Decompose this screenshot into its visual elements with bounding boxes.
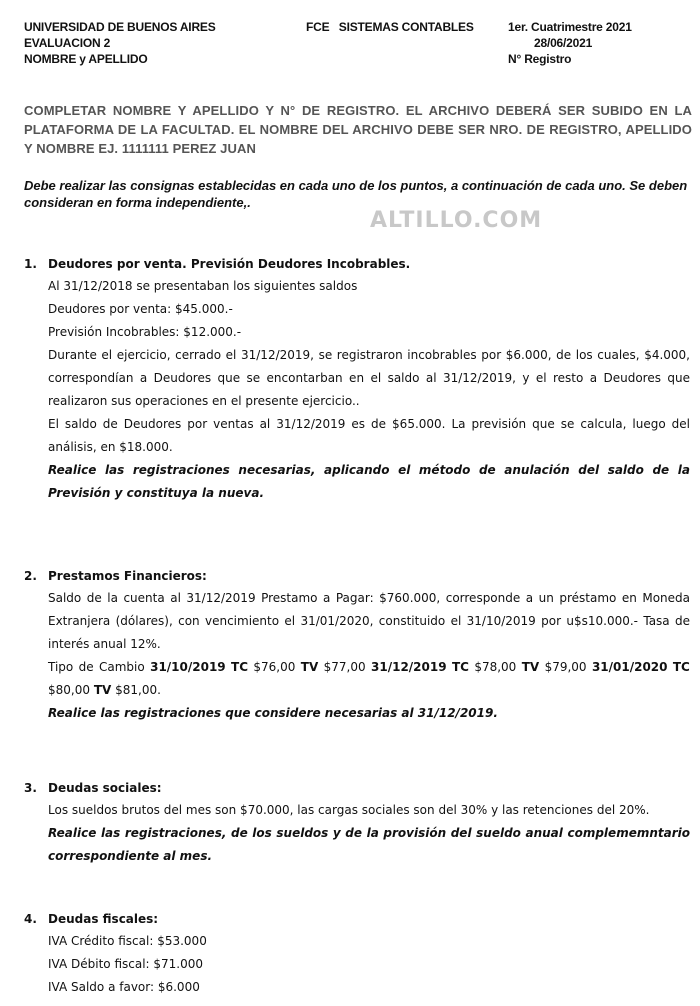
rate-label: TC [451, 660, 469, 674]
exam-date: 28/06/2021 [534, 36, 593, 50]
term-label: 1er. Cuatrimestre 2021 [508, 20, 632, 34]
watermark: ALTILLO.COM [370, 208, 543, 233]
rate-value: $79,00 [544, 660, 587, 674]
section-3 [24, 777, 690, 868]
rate-value: $81,00. [115, 683, 161, 697]
section-title-text: Prestamos Financieros: [48, 569, 207, 583]
section-line: El saldo de Deudores por ventas al 31/12/2019 es de $65.000. La previsión que se calcula, luego del análisis, en $18.000. [48, 417, 690, 454]
rate-label: TC [672, 660, 690, 674]
rate-label: TV [300, 660, 319, 674]
rate-value: $78,00 [474, 660, 517, 674]
section-line: IVA Débito fiscal: $71.000 [48, 957, 204, 971]
rate-value: $77,00 [323, 660, 366, 674]
section-title-text: Deudas fiscales: [48, 912, 159, 926]
section-line: Deudores por venta: $45.000.- [48, 302, 233, 316]
section-title-text: Deudas sociales: [48, 781, 162, 795]
section-body [24, 799, 690, 868]
section-task: Realice las registraciones, de los sueldos y de la provisión del sueldo anual complememntario correspondiente al mes. [48, 826, 690, 863]
name-field-label: NOMBRE y APELLIDO [24, 52, 148, 66]
section-title [24, 253, 690, 275]
rate-label: TV [93, 683, 112, 697]
faculty-label: FCE SISTEMAS CONTABLES [306, 20, 474, 34]
section-line: Durante el ejercicio, cerrado el 31/12/2019, se registraron incobrables por $6.000, de los cuales, $4.000, correspondían a Deudores que se encontarban en el saldo al 31/12/2019, y el resto a Deudores que realizaron sus operaciones en el presente ejercicio.. [48, 348, 690, 408]
rate-label: TV [521, 660, 540, 674]
section-line: Los sueldos brutos del mes son $70.000, las cargas sociales son del 30% y las retenciones del 20%. [48, 803, 650, 817]
rate-value: $76,00 [253, 660, 296, 674]
section-number: 3. [24, 781, 37, 795]
section-number: 1. [24, 257, 37, 271]
section-line: Previsión Incobrables: $12.000.- [48, 325, 242, 339]
rate-label: TC [231, 660, 249, 674]
section-title [24, 777, 690, 799]
rate-date: 31/01/2020 [591, 660, 668, 674]
rates-prefix: Tipo de Cambio [48, 660, 145, 674]
section-number: 2. [24, 569, 37, 583]
section-line: IVA Crédito fiscal: $53.000 [48, 934, 207, 948]
registry-label: N° Registro [508, 52, 572, 66]
section-task: Realice las registraciones necesarias, aplicando el método de anulación del saldo de la Previsión y constituya la nueva. [48, 463, 690, 500]
header-right [508, 19, 678, 67]
general-instructions: Debe realizar las consignas establecidas en cada uno de los puntos, a continuación de cada uno. Se deben consideran en forma independiente,. [24, 178, 688, 210]
submission-notice: COMPLETAR NOMBRE Y APELLIDO Y N° DE REGISTRO. EL ARCHIVO DEBERÁ SER SUBIDO EN LA PLATAFORMA DE LA FACULTAD. EL NOMBRE DEL ARCHIVO DEBE SER NRO. DE REGISTRO, APELLIDO Y NOMBRE EJ. 1111111 PEREZ JUAN [24, 103, 692, 156]
section-title [24, 565, 690, 587]
exchange-rates [48, 656, 690, 702]
section-body [24, 587, 690, 725]
section-1 [24, 253, 690, 505]
section-title [24, 908, 690, 930]
section-line: Saldo de la cuenta al 31/12/2019 Prestamo a Pagar: $760.000, corresponde a un préstamo en Moneda Extranjera (dólares), con vencimiento el 31/01/2020, constituido el 31/10/2019 por u$s10.000.- Tasa de interés anual 12%. [48, 591, 690, 651]
section-number: 4. [24, 912, 37, 926]
rate-date: 31/12/2019 [371, 660, 447, 674]
rate-date: 31/10/2019 [150, 660, 226, 674]
section-2 [24, 565, 690, 725]
section-title-text: Deudores por venta. Previsión Deudores Incobrables. [48, 257, 411, 271]
section-body [24, 930, 690, 999]
section-task: Realice las registraciones que considere necesarias al 31/12/2019. [48, 706, 498, 720]
rate-value: $80,00 [48, 683, 90, 697]
header-left [24, 19, 216, 67]
section-body [24, 275, 690, 505]
section-4 [24, 908, 690, 999]
section-line: IVA Saldo a favor: $6.000 [48, 980, 200, 994]
evaluation-label: EVALUACION 2 [24, 36, 111, 50]
section-line: Al 31/12/2018 se presentaban los siguientes saldos [48, 279, 358, 293]
university-name: UNIVERSIDAD DE BUENOS AIRES [24, 20, 216, 34]
